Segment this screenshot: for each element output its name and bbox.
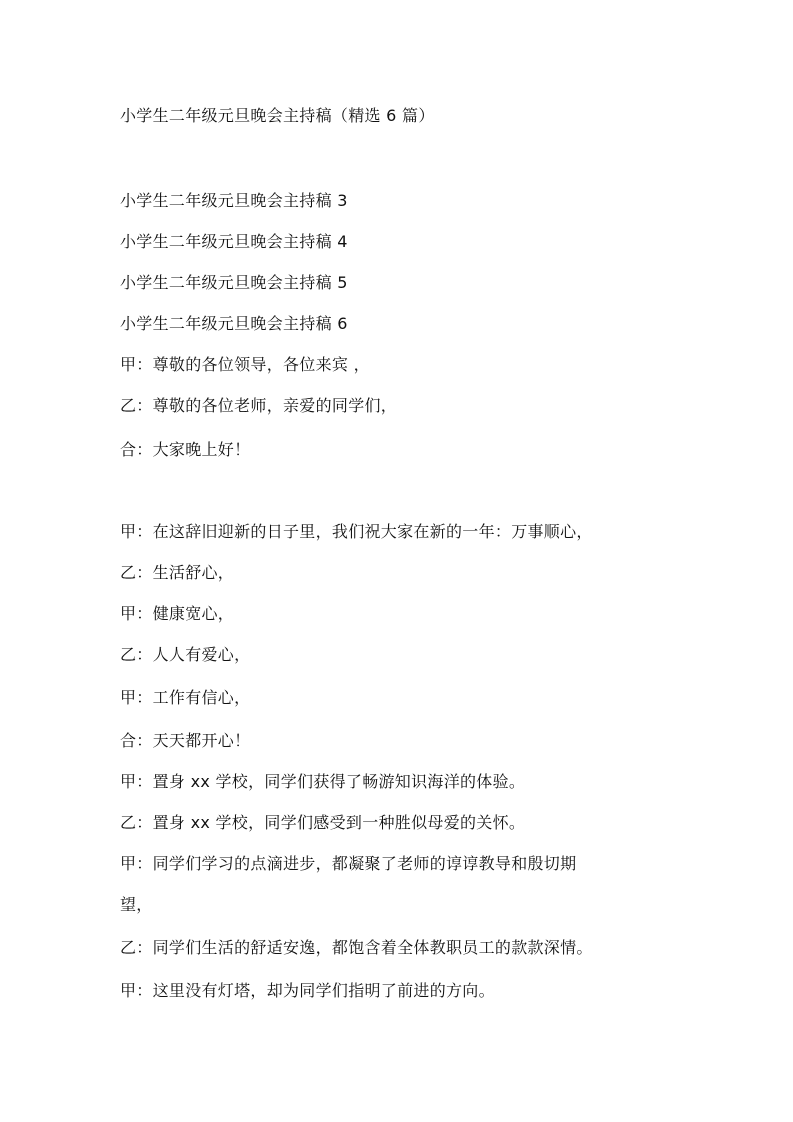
script-line: 甲：在这辞旧迎新的日子里，我们祝大家在新的一年：万事顺心， bbox=[120, 522, 593, 541]
script-line: 乙：同学们生活的舒适安逸，都饱含着全体教职员工的款款深情。 bbox=[120, 938, 593, 957]
script-line: 合：天天都开心！ bbox=[120, 731, 251, 750]
script-line: 望， bbox=[120, 895, 153, 914]
script-line: 乙：尊敬的各位老师，亲爱的同学们， bbox=[120, 396, 398, 415]
script-line: 乙：置身 xx 学校，同学们感受到一种胜似母爱的关怀。 bbox=[120, 813, 526, 832]
toc-entry: 小学生二年级元旦晚会主持稿 4 bbox=[120, 232, 348, 251]
toc-entry: 小学生二年级元旦晚会主持稿 5 bbox=[120, 273, 348, 292]
toc-entry: 小学生二年级元旦晚会主持稿 3 bbox=[120, 191, 348, 210]
script-line: 乙：人人有爱心， bbox=[120, 645, 251, 664]
script-line: 甲：同学们学习的点滴进步，都凝聚了老师的谆谆教导和殷切期 bbox=[120, 854, 577, 873]
script-line: 甲：这里没有灯塔，却为同学们指明了前进的方向。 bbox=[120, 981, 495, 1000]
script-line: 甲：置身 xx 学校，同学们获得了畅游知识海洋的体验。 bbox=[120, 772, 526, 791]
script-line: 甲：工作有信心， bbox=[120, 688, 251, 707]
toc-entry: 小学生二年级元旦晚会主持稿 6 bbox=[120, 314, 348, 333]
script-line: 乙：生活舒心， bbox=[120, 563, 235, 582]
script-line: 甲：健康宽心， bbox=[120, 604, 235, 623]
script-line: 合：大家晚上好！ bbox=[120, 440, 251, 459]
script-line: 甲：尊敬的各位领导，各位来宾 ， bbox=[120, 355, 370, 374]
document-title: 小学生二年级元旦晚会主持稿（精选 6 篇） bbox=[120, 106, 435, 125]
